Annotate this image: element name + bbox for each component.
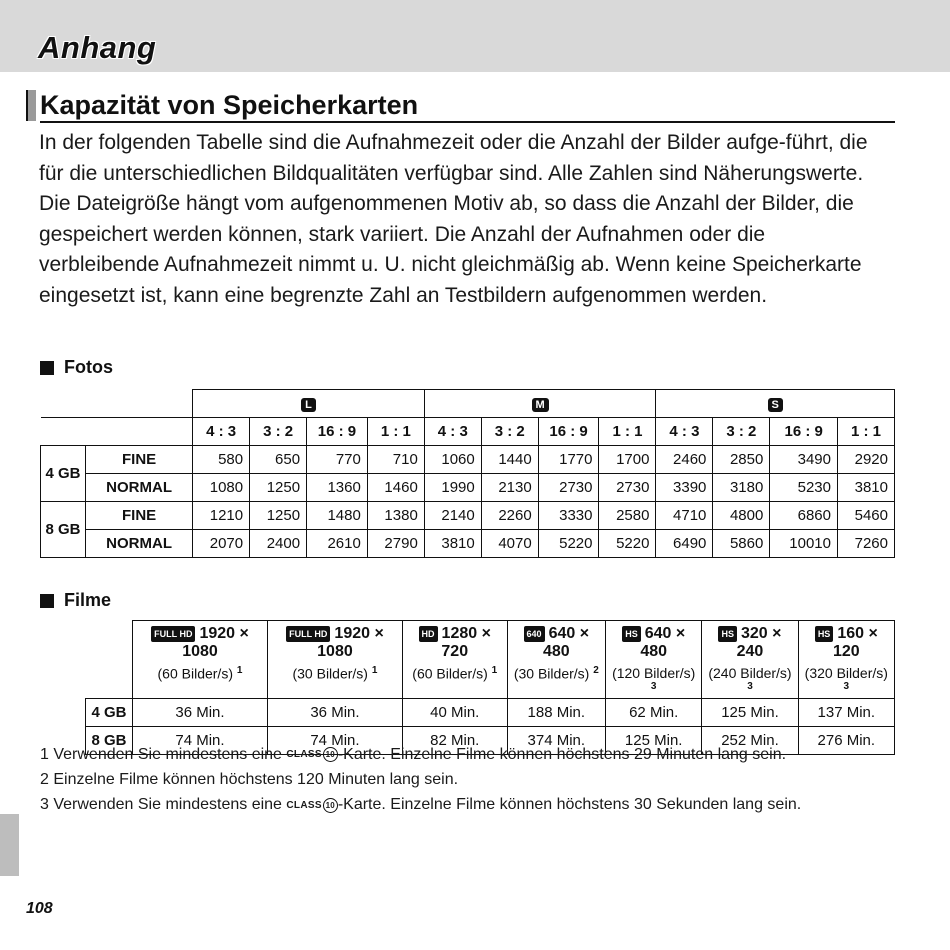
ratio-header: 4 : 3 — [424, 418, 481, 446]
value-cell: 3390 — [656, 474, 713, 502]
movies-capacity-table — [85, 620, 895, 755]
value-cell: 36 Min. — [267, 698, 402, 726]
value-cell: 5230 — [770, 474, 838, 502]
value-cell: 2460 — [656, 446, 713, 474]
movie-frame-rate: (320 Bilder/s) $^3$ — [804, 665, 888, 692]
movie-resolution: 1920 × 1080 — [317, 625, 384, 660]
movie-resolution: 160 × 120 — [832, 625, 878, 660]
movie-mode-icon: HS — [718, 626, 737, 642]
footnote-text: -Karte. Einzelne Filme können höchstens 30 Sekunden lang sein. — [337, 796, 802, 814]
value-cell: 3810 — [424, 530, 481, 558]
value-cell: 125 Min. — [606, 726, 702, 754]
intro-paragraph: In der folgenden Tabelle sind die Aufnahmezeit oder die Anzahl der Bilder aufge-führt, die für die unterschiedlichen Bildqualitäten verfügbar sind. Alle Zahlen sind Näherungswerte. Die Dateigröße hängt vom aufgenommenen Motiv ab, so dass die Anzahl der Bilder, die gespeichert werden können, stark variiert. Die Anzahl der Aufnahmen oder die verbleibende Aufnahmezeit nimmt u. U. nicht gleichmäßig ab. Wenn keine Speicherkarte eingesetzt ist, kann eine begrenzte Zahl an Testbildern aufgenommen werden. — [39, 131, 868, 307]
table-row — [86, 698, 895, 726]
class10-logo-icon: CLASS 10 — [286, 742, 337, 767]
value-cell: 2730 — [538, 474, 599, 502]
movie-frame-rate: (120 Bilder/s) $^3$ — [612, 665, 696, 692]
footnote-ref: 3 — [843, 681, 850, 692]
movie-mode-icon: HS — [622, 626, 641, 642]
footnote-number: 3 — [40, 796, 49, 814]
value-cell: 6860 — [770, 502, 838, 530]
value-cell: 770 — [307, 446, 368, 474]
quality-cell: FINE — [86, 502, 193, 530]
value-cell: 125 Min. — [702, 698, 798, 726]
movie-frame-rate: (60 Bilder/s) $^1$ — [157, 665, 243, 682]
square-bullet-icon — [40, 594, 54, 608]
ratio-header: 3 : 2 — [713, 418, 770, 446]
chapter-tab-marker — [0, 814, 19, 876]
footnote-ref: 1 — [236, 665, 243, 676]
footnote-ref: 3 — [747, 681, 753, 692]
movie-resolution: 320 × 240 — [736, 625, 782, 660]
movie-column-header — [507, 621, 606, 699]
table-row — [41, 474, 895, 502]
table-row — [41, 502, 895, 530]
footnote-number: 1 — [40, 746, 49, 763]
value-cell: 6490 — [656, 530, 713, 558]
movie-column-header — [798, 621, 894, 699]
value-cell: 3810 — [838, 474, 895, 502]
ratio-header: 3 : 2 — [481, 418, 538, 446]
footnote-text: Verwenden Sie mindestens eine — [53, 746, 282, 763]
value-cell: 276 Min. — [798, 726, 894, 754]
section-marker — [26, 90, 36, 121]
value-cell: 7260 — [838, 530, 895, 558]
movie-frame-rate: (60 Bilder/s) $^1$ — [412, 665, 498, 682]
value-cell: 5860 — [713, 530, 770, 558]
value-cell: 1990 — [424, 474, 481, 502]
value-cell: 2790 — [367, 530, 424, 558]
movies-heading — [40, 590, 111, 611]
value-cell: 40 Min. — [402, 698, 507, 726]
ratio-header: 1 : 1 — [599, 418, 656, 446]
value-cell: 1060 — [424, 446, 481, 474]
movie-mode-icon: FULL HD — [151, 626, 195, 642]
value-cell: 1360 — [307, 474, 368, 502]
value-cell: 374 Min. — [507, 726, 606, 754]
footnotes — [40, 742, 801, 818]
size-header-s — [656, 390, 895, 418]
page-number: 108 — [26, 900, 53, 917]
value-cell: 650 — [250, 446, 307, 474]
size-l-icon: L — [301, 398, 316, 412]
value-cell: 2070 — [193, 530, 250, 558]
value-cell: 710 — [367, 446, 424, 474]
value-cell: 5220 — [538, 530, 599, 558]
value-cell: 2260 — [481, 502, 538, 530]
footnote-text: -Karte. Einzelne Filme können höchstens 29 Minuten lang sein. — [337, 746, 787, 763]
ratio-header: 4 : 3 — [193, 418, 250, 446]
value-cell: 4710 — [656, 502, 713, 530]
movie-frame-rate: (240 Bilder/s) $^3$ — [708, 665, 792, 692]
value-cell: 2400 — [250, 530, 307, 558]
capacity-cell: 4 GB — [41, 446, 86, 502]
section-title: Kapazität von Speicherkarten — [40, 90, 419, 120]
movie-column-header — [606, 621, 702, 699]
movie-column-header — [267, 621, 402, 699]
value-cell: 1250 — [250, 502, 307, 530]
value-cell: 1480 — [307, 502, 368, 530]
value-cell: 2730 — [599, 474, 656, 502]
square-bullet-icon — [40, 361, 54, 375]
value-cell: 1460 — [367, 474, 424, 502]
value-cell: 74 Min. — [133, 726, 268, 754]
movie-column-header — [402, 621, 507, 699]
value-cell: 1380 — [367, 502, 424, 530]
size-header-l — [193, 390, 425, 418]
value-cell: 580 — [193, 446, 250, 474]
value-cell: 74 Min. — [267, 726, 402, 754]
quality-cell: NORMAL — [86, 474, 193, 502]
footnote-2 — [40, 767, 801, 792]
ratio-header: 1 : 1 — [367, 418, 424, 446]
capacity-cell: 8 GB — [41, 502, 86, 558]
footnote-3 — [40, 792, 801, 817]
value-cell: 4800 — [713, 502, 770, 530]
footnote-number: 2 — [40, 771, 49, 789]
value-cell: 4070 — [481, 530, 538, 558]
quality-cell: FINE — [86, 446, 193, 474]
value-cell: 3180 — [713, 474, 770, 502]
movie-mode-icon: 640 — [524, 626, 545, 642]
movie-mode-icon: HS — [815, 626, 834, 642]
value-cell: 2850 — [713, 446, 770, 474]
movie-column-header — [702, 621, 798, 699]
footnote-ref: 1 — [371, 665, 378, 676]
corner-cell — [41, 390, 193, 418]
value-cell: 1210 — [193, 502, 250, 530]
ratio-header: 3 : 2 — [250, 418, 307, 446]
movies-heading-label: Filme — [64, 590, 112, 610]
value-cell: 1250 — [250, 474, 307, 502]
movie-resolution: 1920 × 1080 — [182, 625, 249, 660]
value-cell: 137 Min. — [798, 698, 894, 726]
movie-frame-rate: (30 Bilder/s) $^1$ — [292, 665, 378, 682]
footnote-text: Einzelne Filme können höchstens 120 Minuten lang sein. — [53, 771, 459, 789]
footnote-text: Verwenden Sie mindestens eine — [53, 796, 282, 814]
footnote-ref: 3 — [650, 681, 657, 692]
movie-resolution: 1280 × 720 — [441, 625, 491, 660]
table-row — [41, 446, 895, 474]
movie-mode-icon: HD — [419, 626, 438, 642]
value-cell: 2130 — [481, 474, 538, 502]
value-cell: 2920 — [838, 446, 895, 474]
value-cell: 10010 — [770, 530, 838, 558]
value-cell: 3330 — [538, 502, 599, 530]
size-header-m — [424, 390, 656, 418]
capacity-cell: 4 GB — [86, 698, 133, 726]
value-cell: 2140 — [424, 502, 481, 530]
footnote-ref: 2 — [593, 665, 599, 676]
size-s-icon: S — [768, 398, 783, 412]
value-cell: 5460 — [838, 502, 895, 530]
photos-heading-label: Fotos — [64, 357, 113, 377]
value-cell: 188 Min. — [507, 698, 606, 726]
value-cell: 252 Min. — [702, 726, 798, 754]
value-cell: 1080 — [193, 474, 250, 502]
photos-heading — [40, 357, 113, 378]
value-cell: 36 Min. — [133, 698, 268, 726]
value-cell: 1700 — [599, 446, 656, 474]
movie-mode-icon: FULL HD — [286, 626, 330, 642]
value-cell: 1770 — [538, 446, 599, 474]
movie-resolution: 640 × 480 — [640, 625, 686, 660]
value-cell: 2610 — [307, 530, 368, 558]
corner-cell — [86, 621, 133, 699]
movie-resolution: 640 × 480 — [542, 625, 590, 660]
ratio-header: 4 : 3 — [656, 418, 713, 446]
table-row — [41, 530, 895, 558]
section-rule — [40, 121, 895, 123]
movie-header-row — [86, 621, 895, 699]
corner-cell — [41, 418, 193, 446]
value-cell: 3490 — [770, 446, 838, 474]
footnote-1 — [40, 742, 801, 767]
size-m-icon: M — [532, 398, 549, 412]
ratio-header: 16 : 9 — [538, 418, 599, 446]
quality-cell: NORMAL — [86, 530, 193, 558]
movie-frame-rate: (30 Bilder/s) $^2$ — [513, 665, 599, 682]
page-header-title: Anhang — [38, 30, 157, 65]
ratio-header: 16 : 9 — [770, 418, 838, 446]
ratio-header-row — [41, 418, 895, 446]
capacity-cell: 8 GB — [86, 726, 133, 754]
class10-logo-icon: CLASS 10 — [286, 793, 337, 818]
size-header-row — [41, 390, 895, 418]
value-cell: 62 Min. — [606, 698, 702, 726]
photos-capacity-table — [40, 389, 895, 558]
value-cell: 82 Min. — [402, 726, 507, 754]
value-cell: 1440 — [481, 446, 538, 474]
footnote-ref: 1 — [491, 665, 498, 676]
value-cell: 5220 — [599, 530, 656, 558]
ratio-header: 1 : 1 — [838, 418, 895, 446]
movie-column-header — [133, 621, 268, 699]
ratio-header: 16 : 9 — [307, 418, 368, 446]
value-cell: 2580 — [599, 502, 656, 530]
